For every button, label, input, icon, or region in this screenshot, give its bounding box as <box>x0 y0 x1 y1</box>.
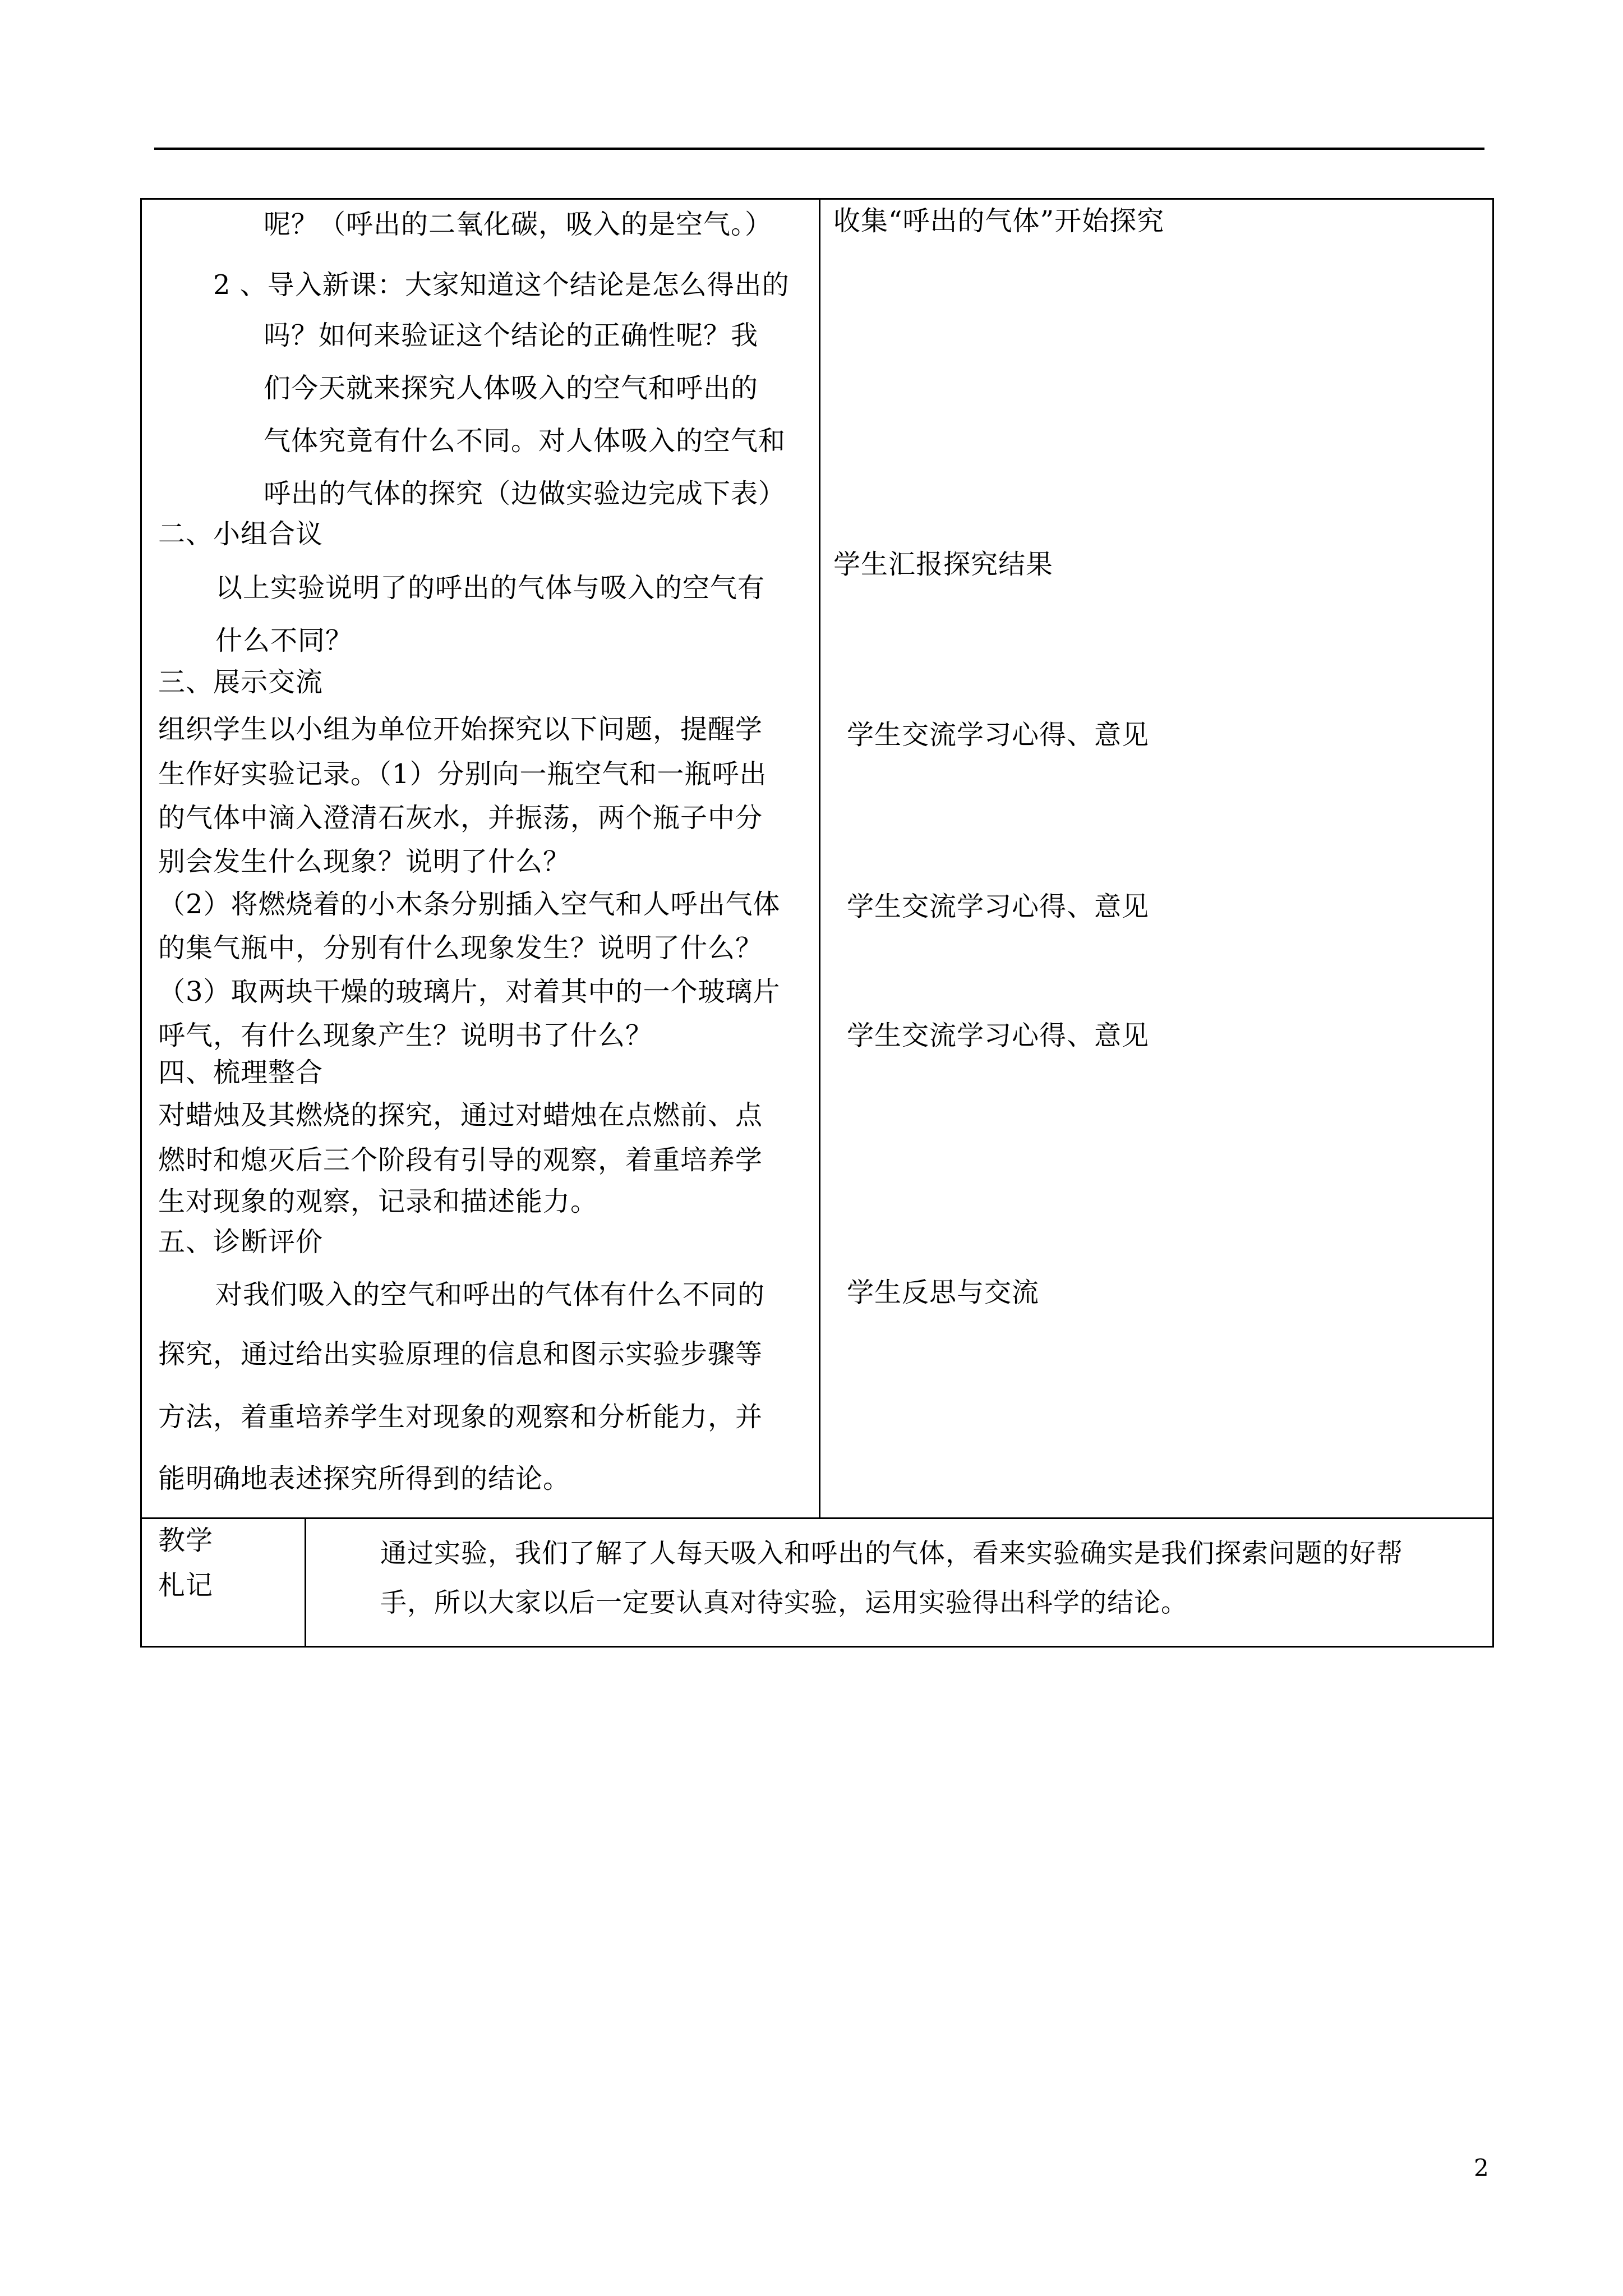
right-note-3: 学生交流学习心得、意见 <box>847 719 1150 751</box>
notes-divider <box>305 1517 306 1648</box>
left-line-24: 对我们吸入的空气和呼出的气体有什么不同的 <box>215 1279 766 1310</box>
page-number: 2 <box>1474 2154 1489 2182</box>
left-line-11: 组织学生以小组为单位开始探究以下问题，提醒学 <box>158 714 763 745</box>
left-line-25: 探究，通过给出实验原理的信息和图示实验步骤等 <box>158 1338 763 1370</box>
left-line-15: （2）将燃烧着的小木条分别插入空气和人呼出气体 <box>158 889 781 920</box>
right-note-4: 学生交流学习心得、意见 <box>847 891 1150 922</box>
left-line-16: 的集气瓶中，分别有什么现象发生？说明了什么？ <box>158 932 763 964</box>
left-line-22: 生对现象的观察，记录和描述能力。 <box>158 1186 598 1217</box>
left-line-21: 燃时和熄灭后三个阶段有引导的观察，着重培养学 <box>158 1144 763 1176</box>
notes-label-1: 教学 <box>158 1525 214 1556</box>
right-note-5: 学生交流学习心得、意见 <box>847 1020 1150 1051</box>
left-line-26: 方法，着重培养学生对现象的观察和分析能力，并 <box>158 1401 763 1433</box>
right-note-1: 收集“呼出的气体”开始探究 <box>833 205 1165 237</box>
left-line-4: 们今天就来探究人体吸入的空气和呼出的 <box>264 372 759 404</box>
left-line-1: 呢？（呼出的二氧化碳，吸入的是空气。） <box>264 209 773 240</box>
left-line-6: 呼出的气体的探究（边做实验边完成下表） <box>264 478 786 509</box>
left-line-27: 能明确地表述探究所得到的结论。 <box>158 1463 571 1494</box>
row-divider <box>142 1517 1492 1519</box>
left-line-14: 别会发生什么现象？说明了什么？ <box>158 846 571 877</box>
column-divider <box>819 200 820 1517</box>
left-line-2: 2 、导入新课：大家知道这个结论是怎么得出的 <box>213 269 790 301</box>
section-heading-5: 五、诊断评价 <box>158 1226 324 1258</box>
right-note-2: 学生汇报探究结果 <box>833 549 1054 580</box>
left-line-13: 的气体中滴入澄清石灰水，并振荡，两个瓶子中分 <box>158 802 763 834</box>
left-line-20: 对蜡烛及其燃烧的探究，通过对蜡烛在点燃前、点 <box>158 1099 763 1131</box>
left-line-17: （3）取两块干燥的玻璃片，对着其中的一个玻璃片 <box>158 976 781 1007</box>
left-line-18: 呼气，有什么现象产生？说明书了什么？ <box>158 1020 653 1051</box>
left-line-3: 吗？如何来验证这个结论的正确性呢？我 <box>264 320 759 351</box>
header-rule <box>154 148 1484 150</box>
notes-text-1: 通过实验，我们了解了人每天吸入和呼出的气体，看来实验确实是我们探索问题的好帮 <box>380 1538 1403 1569</box>
section-heading-4: 四、梳理整合 <box>158 1057 324 1088</box>
left-line-5: 气体究竟有什么不同。对人体吸入的空气和 <box>264 425 786 457</box>
left-line-8: 以上实验说明了的呼出的气体与吸入的空气有 <box>215 572 766 604</box>
left-line-9: 什么不同？ <box>215 625 353 656</box>
right-note-6: 学生反思与交流 <box>847 1277 1040 1308</box>
notes-text-2: 手，所以大家以后一定要认真对待实验，运用实验得出科学的结论。 <box>380 1588 1188 1618</box>
section-heading-2: 二、小组合议 <box>158 518 324 550</box>
notes-label-2: 札记 <box>158 1570 214 1601</box>
left-line-12: 生作好实验记录。（1）分别向一瓶空气和一瓶呼出 <box>158 758 767 790</box>
section-heading-3: 三、展示交流 <box>158 666 324 698</box>
